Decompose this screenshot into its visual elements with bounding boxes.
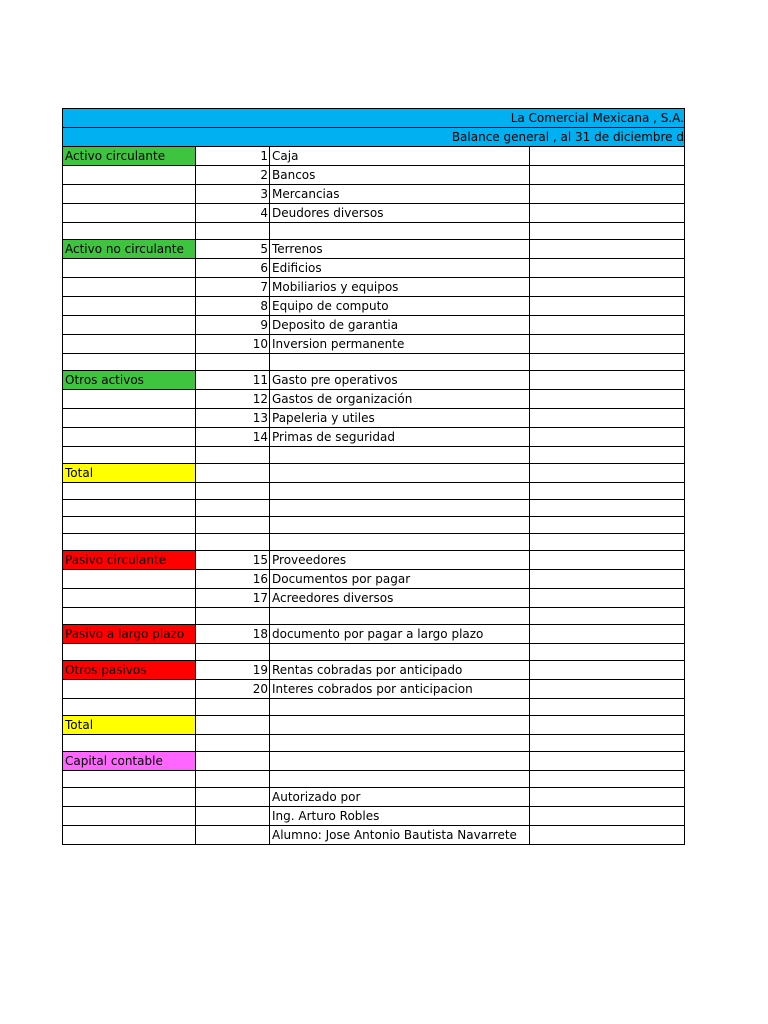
account-name-cell[interactable]: Acreedores diversos [270,589,530,608]
category-cell[interactable] [63,608,196,625]
amount-cell[interactable] [530,259,685,278]
category-cell[interactable] [63,297,196,316]
category-cell[interactable] [63,771,196,788]
account-name-cell[interactable]: Interes cobrados por anticipacion [270,680,530,699]
category-cell[interactable] [63,354,196,371]
amount-cell[interactable] [530,500,685,517]
category-cell[interactable]: Total [63,716,196,735]
table-row [63,644,685,661]
company-title[interactable]: La Comercial Mexicana , S.A. [63,109,685,128]
account-name-cell[interactable]: Bancos [270,166,530,185]
account-name-cell[interactable]: Papeleria y utiles [270,409,530,428]
table-row [63,316,685,335]
amount-cell[interactable] [530,483,685,500]
account-name-cell[interactable]: Alumno: Jose Antonio Bautista Navarrete [270,826,530,845]
account-number-cell[interactable]: 14 [196,428,270,447]
amount-cell[interactable] [530,661,685,680]
account-number-cell[interactable] [196,771,270,788]
account-name-cell[interactable] [270,464,530,483]
category-cell[interactable]: Capital contable [63,752,196,771]
account-number-cell[interactable]: 7 [196,278,270,297]
amount-cell[interactable] [530,608,685,625]
category-cell[interactable] [63,185,196,204]
account-number-cell[interactable]: 13 [196,409,270,428]
account-name-cell[interactable] [270,644,530,661]
account-name-cell[interactable]: Equipo de computo [270,297,530,316]
table-row [63,680,685,699]
account-number-cell[interactable] [196,735,270,752]
account-number-cell[interactable] [196,447,270,464]
table-row [63,166,685,185]
category-cell[interactable] [63,534,196,551]
category-cell[interactable] [63,166,196,185]
table-row [63,409,685,428]
table-row [63,223,685,240]
category-cell[interactable] [63,390,196,409]
table-row [63,297,685,316]
account-name-cell[interactable]: Deudores diversos [270,204,530,223]
account-name-cell[interactable]: Mercancias [270,185,530,204]
amount-cell[interactable] [530,240,685,259]
table-row [63,390,685,409]
amount-cell[interactable] [530,335,685,354]
account-number-cell[interactable]: 6 [196,259,270,278]
account-number-cell[interactable] [196,752,270,771]
category-cell[interactable] [63,204,196,223]
category-cell[interactable] [63,699,196,716]
amount-cell[interactable] [530,316,685,335]
account-number-cell[interactable] [196,500,270,517]
account-name-cell[interactable] [270,500,530,517]
category-cell[interactable] [63,335,196,354]
account-name-cell[interactable]: Edificios [270,259,530,278]
account-name-cell[interactable] [270,699,530,716]
account-name-cell[interactable]: documento por pagar a largo plazo [270,625,530,644]
amount-cell[interactable] [530,826,685,845]
amount-cell[interactable] [530,788,685,807]
account-number-cell[interactable]: 1 [196,147,270,166]
category-cell[interactable]: Total [63,464,196,483]
table-row [63,570,685,589]
table-row [63,534,685,551]
category-cell[interactable] [63,826,196,845]
category-cell[interactable] [63,409,196,428]
table-row [63,447,685,464]
account-name-cell[interactable] [270,447,530,464]
amount-cell[interactable] [530,534,685,551]
account-number-cell[interactable]: 8 [196,297,270,316]
account-number-cell[interactable]: 9 [196,316,270,335]
table-row [63,517,685,534]
account-name-cell[interactable] [270,223,530,240]
account-number-cell[interactable] [196,807,270,826]
account-number-cell[interactable] [196,716,270,735]
account-name-cell[interactable]: Gasto pre operativos [270,371,530,390]
table-row [63,826,685,845]
table-row [63,335,685,354]
table-row [63,788,685,807]
account-number-cell[interactable] [196,223,270,240]
account-name-cell[interactable]: Deposito de garantia [270,316,530,335]
account-name-cell[interactable] [270,517,530,534]
table-row [63,500,685,517]
account-number-cell[interactable] [196,464,270,483]
category-cell[interactable] [63,680,196,699]
account-name-cell[interactable] [270,752,530,771]
amount-cell[interactable] [530,185,685,204]
account-number-cell[interactable]: 2 [196,166,270,185]
table-row [63,185,685,204]
amount-cell[interactable] [530,699,685,716]
table-row [63,716,685,735]
balance-subtitle[interactable]: Balance general , al 31 de diciembre d [63,128,685,147]
amount-cell[interactable] [530,354,685,371]
account-number-cell[interactable]: 16 [196,570,270,589]
amount-cell[interactable] [530,204,685,223]
account-name-cell[interactable] [270,354,530,371]
amount-cell[interactable] [530,390,685,409]
sheet-body [63,109,685,845]
table-row [63,464,685,483]
table-row [63,354,685,371]
amount-cell[interactable] [530,447,685,464]
category-cell[interactable] [63,500,196,517]
category-cell[interactable] [63,483,196,500]
category-cell[interactable] [63,644,196,661]
table-row [63,589,685,608]
table-row [63,661,685,680]
amount-cell[interactable] [530,278,685,297]
account-name-cell[interactable] [270,608,530,625]
table-row [63,278,685,297]
category-cell[interactable] [63,447,196,464]
amount-cell[interactable] [530,147,685,166]
account-number-cell[interactable] [196,788,270,807]
amount-cell[interactable] [530,409,685,428]
table-row [63,240,685,259]
amount-cell[interactable] [530,371,685,390]
category-cell[interactable] [63,589,196,608]
account-number-cell[interactable]: 18 [196,625,270,644]
table-row [63,807,685,826]
account-name-cell[interactable] [270,771,530,788]
account-number-cell[interactable]: 17 [196,589,270,608]
account-number-cell[interactable] [196,644,270,661]
account-name-cell[interactable]: Inversion permanente [270,335,530,354]
amount-cell[interactable] [530,223,685,240]
account-number-cell[interactable] [196,354,270,371]
amount-cell[interactable] [530,771,685,788]
account-name-cell[interactable]: Proveedores [270,551,530,570]
category-cell[interactable] [63,259,196,278]
account-number-cell[interactable]: 15 [196,551,270,570]
category-cell[interactable]: Otros pasivos [63,661,196,680]
category-cell[interactable]: Activo circulante [63,147,196,166]
account-name-cell[interactable] [270,483,530,500]
category-cell[interactable] [63,428,196,447]
category-cell[interactable] [63,735,196,752]
account-number-cell[interactable] [196,534,270,551]
table-row [63,204,685,223]
table-row [63,483,685,500]
amount-cell[interactable] [530,644,685,661]
category-cell[interactable]: Pasivo a largo plazo [63,625,196,644]
header-row-company [63,109,685,128]
amount-cell[interactable] [530,166,685,185]
account-number-cell[interactable]: 10 [196,335,270,354]
amount-cell[interactable] [530,589,685,608]
account-number-cell[interactable]: 11 [196,371,270,390]
account-number-cell[interactable] [196,608,270,625]
table-row [63,371,685,390]
table-row [63,147,685,166]
table-row [63,735,685,752]
amount-cell[interactable] [530,735,685,752]
category-cell[interactable] [63,570,196,589]
amount-cell[interactable] [530,428,685,447]
amount-cell[interactable] [530,752,685,771]
amount-cell[interactable] [530,551,685,570]
account-name-cell[interactable]: Terrenos [270,240,530,259]
amount-cell[interactable] [530,570,685,589]
category-cell[interactable] [63,788,196,807]
amount-cell[interactable] [530,464,685,483]
category-cell[interactable] [63,316,196,335]
category-cell[interactable] [63,223,196,240]
table-row [63,428,685,447]
header-row-subtitle [63,128,685,147]
amount-cell[interactable] [530,625,685,644]
account-name-cell[interactable]: Ing. Arturo Robles [270,807,530,826]
account-number-cell[interactable] [196,483,270,500]
table-row [63,608,685,625]
account-name-cell[interactable]: Rentas cobradas por anticipado [270,661,530,680]
account-name-cell[interactable]: Gastos de organización [270,390,530,409]
table-row [63,259,685,278]
account-number-cell[interactable]: 19 [196,661,270,680]
category-cell[interactable] [63,278,196,297]
account-number-cell[interactable] [196,699,270,716]
amount-cell[interactable] [530,716,685,735]
account-name-cell[interactable]: Primas de seguridad [270,428,530,447]
account-number-cell[interactable]: 5 [196,240,270,259]
account-name-cell[interactable]: Documentos por pagar [270,570,530,589]
account-number-cell[interactable]: 12 [196,390,270,409]
account-name-cell[interactable]: Caja [270,147,530,166]
account-name-cell[interactable] [270,534,530,551]
amount-cell[interactable] [530,680,685,699]
table-row [63,551,685,570]
category-cell[interactable] [63,807,196,826]
account-number-cell[interactable]: 20 [196,680,270,699]
balance-sheet-table [62,108,685,845]
account-number-cell[interactable]: 3 [196,185,270,204]
account-number-cell[interactable]: 4 [196,204,270,223]
table-row [63,699,685,716]
category-cell[interactable]: Otros activos [63,371,196,390]
account-name-cell[interactable]: Autorizado por [270,788,530,807]
category-cell[interactable]: Activo no circulante [63,240,196,259]
account-name-cell[interactable] [270,735,530,752]
account-number-cell[interactable] [196,517,270,534]
table-row [63,752,685,771]
category-cell[interactable] [63,517,196,534]
account-number-cell[interactable] [196,826,270,845]
category-cell[interactable]: Pasivo circulante [63,551,196,570]
table-row [63,625,685,644]
table-row [63,771,685,788]
account-name-cell[interactable]: Mobiliarios y equipos [270,278,530,297]
amount-cell[interactable] [530,297,685,316]
amount-cell[interactable] [530,807,685,826]
account-name-cell[interactable] [270,716,530,735]
amount-cell[interactable] [530,517,685,534]
